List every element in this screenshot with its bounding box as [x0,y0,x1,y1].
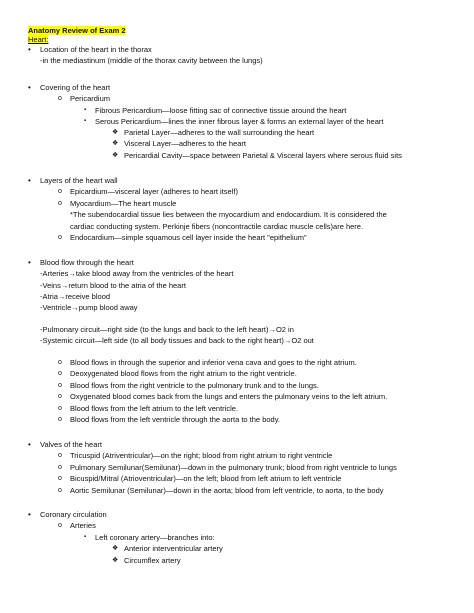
diamond-marker: ❖ [112,140,119,147]
flow-step: Deoxygenated blood flows from the right atrium to the right ventricle. [70,369,297,378]
serous-item: Serous Pericardium—lines the inner fibrous layer & forms an external layer of the heart [95,117,384,126]
document-title-line [28,26,126,35]
heart-heading-line [28,35,48,44]
endocardium-item: Endocardium—simple squamous cell layer inside the heart "epithelium" [70,233,307,242]
valve-item: Tricuspid (Atriventricular)—on the right; blood from right atrium to right ventricle [70,451,333,460]
bullet-marker: • [28,440,31,449]
cavity-item: Pericardial Cavity—space between Parietal & Visceral layers where serous fluid sits [124,151,402,160]
myocardium-item: Myocardium—The heart muscle [70,199,177,208]
valve-item: Bicuspid/Mitral (Atrioventricular)—on the left; blood from left atrium to left ventricle [70,474,342,483]
valve-item: Pulmonary Semilunar(Semilunar)—down in the pulmonary trunk; blood from right ventricle to lungs [70,463,397,472]
visceral-item: Visceral Layer—adheres to the heart [124,139,247,148]
circle-marker: o [58,370,62,377]
valve-item: Aortic Semilunar (Semilunar)—down in the aorta; blood from left ventricle, to aorta, to the body [70,486,384,495]
square-marker: ▪ [84,118,87,124]
circle-marker: o [58,95,62,102]
flow-step: Blood flows in through the superior and inferior vena cava and goes to the right atrium. [70,358,357,367]
diamond-marker: ❖ [112,545,119,552]
valves-bullet: Valves of the heart [40,440,102,449]
diamond-marker: ❖ [112,557,119,564]
document-title: Anatomy Review of Exam 2 [28,26,126,35]
flow-step: Blood flows from the left atrium to the left ventricle. [70,404,238,413]
parietal-item: Parietal Layer—adheres to the wall surrounding the heart [124,128,315,137]
bullet-marker: • [28,83,31,92]
epicardium-item: Epicardium—visceral layer (adheres to heart itself) [70,187,238,196]
diamond-marker: ❖ [112,152,119,159]
fibrous-item: Fibrous Pericardium—loose fitting sac of connective tissue around the heart [95,106,347,115]
pericardium-item: Pericardium [70,94,111,103]
atria-line: -Atria→receive blood [40,292,111,301]
layers-bullet: Layers of the heart wall [40,176,118,185]
subendocardial-note-2: cardiac conducting system. Perkinje fibers (noncontractile cardiac muscle cells)are here. [70,222,364,231]
coverings-bullet: Covering of the heart [40,83,111,92]
circle-marker: o [58,200,62,207]
circle-marker: o [58,188,62,195]
circle-marker: o [58,487,62,494]
systemic-circuit-line: -Systemic circuit—left side (to all body tissues and back to the right heart)→O2 out [40,336,314,345]
circle-marker: o [58,359,62,366]
coronary-arteries: Arteries [70,521,96,530]
circle-marker: o [58,522,62,529]
coronary-bullet: Coronary circulation [40,510,107,519]
bullet-marker: • [28,258,31,267]
blood-flow-bullet: Blood flow through the heart [40,258,134,267]
circle-marker: o [58,405,62,412]
circle-marker: o [58,382,62,389]
heart-heading: Heart: [28,35,49,44]
circle-marker: o [58,464,62,471]
pulmonary-circuit-line: -Pulmonary circuit—right side (to the lungs and back to the left heart)→O2 in [40,325,294,334]
circumflex-artery: Circumflex artery [124,556,181,565]
flow-step: Blood flows from the right ventricle to the pulmonary trunk and to the lungs. [70,381,319,390]
location-bullet: Location of the heart in the thorax [40,45,152,54]
circle-marker: o [58,475,62,482]
flow-step: Oxygenated blood comes back from the lungs and enters the pulmonary veins to the left atrium. [70,392,388,401]
location-detail: -in the mediastinum (middle of the thorax cavity between the lungs) [40,56,263,65]
bullet-marker: • [28,510,31,519]
square-marker: ▪ [84,534,87,540]
veins-line: -Veins→return blood to the atria of the heart [40,281,186,290]
diamond-marker: ❖ [112,129,119,136]
circle-marker: o [58,416,62,423]
circle-marker: o [58,393,62,400]
bullet-marker: • [28,176,31,185]
bullet-marker: • [28,45,31,54]
ventricle-line: -Ventricle→pump blood away [40,303,138,312]
circle-marker: o [58,234,62,241]
square-marker: ▪ [84,107,87,113]
circle-marker: o [58,452,62,459]
anterior-interventricular-artery: Anterior interventricular artery [124,544,223,553]
arteries-line: -Arteries→take blood away from the ventricles of the heart [40,269,234,278]
left-coronary-artery: Left coronary artery—branches into: [95,533,215,542]
flow-step: Blood flows from the left ventricle through the aorta to the body. [70,415,280,424]
subendocardial-note-1: *The subendocardial tissue lies between the myocardium and endocardium. It is considered the [70,210,387,219]
